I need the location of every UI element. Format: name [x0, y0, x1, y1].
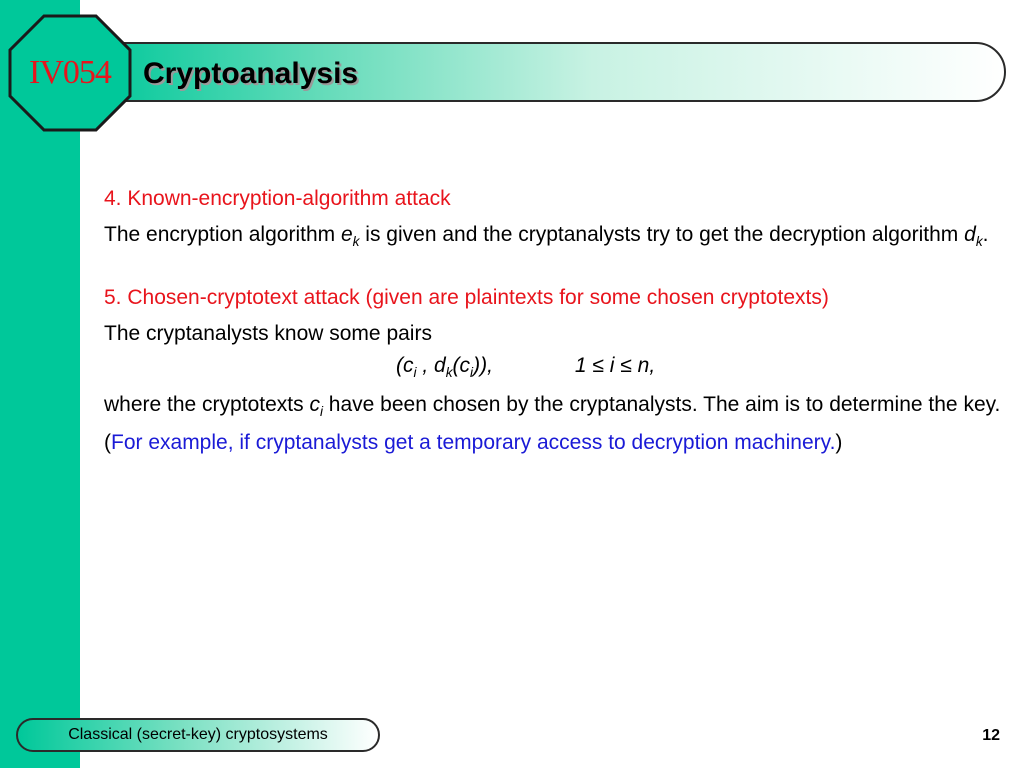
- formula-part-3: (c: [452, 354, 471, 378]
- formula-part-4: )),: [473, 354, 493, 378]
- var-c: c: [309, 393, 320, 417]
- section-4-heading: 4. Known-encryption-algorithm attack: [104, 187, 451, 210]
- example-note: For example, if cryptanalysts get a temporary access to decryption machinery.: [111, 430, 836, 454]
- page-number: 12: [982, 727, 1000, 744]
- slide-content: [104, 184, 1004, 458]
- pairs-formula: [104, 351, 1004, 388]
- var-e: e: [340, 223, 353, 246]
- formula-sub-1: i: [413, 365, 417, 381]
- section-5-close-paren: ): [835, 430, 843, 454]
- course-code: IV054: [29, 54, 111, 91]
- section-4-text-a: The encryption algorithm: [104, 223, 341, 246]
- var-d: d: [964, 223, 976, 246]
- section-5-text-b: have been chosen by the cryptanalysts. The aim is to determine the key. (: [104, 393, 1001, 454]
- section-4-text-end: .: [982, 223, 989, 246]
- formula-part-1: (c: [396, 354, 414, 378]
- formula-part-2: , d: [416, 354, 446, 378]
- section-5-heading: 5. Chosen-cryptotext attack (given are plaintexts for some chosen cryptotexts): [104, 286, 829, 310]
- var-d-sub: k: [975, 234, 983, 250]
- formula-sub-2: k: [445, 365, 453, 381]
- section-5-body: [104, 390, 1004, 457]
- var-e-sub: k: [352, 234, 360, 250]
- formula-range: 1 ≤ i ≤ n,: [574, 354, 656, 378]
- var-c-sub: i: [319, 404, 323, 420]
- section-5-text-a: where the cryptotexts: [104, 393, 310, 417]
- section-4-body: [104, 220, 1004, 257]
- formula-sub-3: i: [470, 365, 474, 381]
- slide-title: Cryptoanalysis: [143, 57, 359, 90]
- section-4-text-b: is given and the cryptanalysts try to get the decryption algorithm: [359, 223, 965, 246]
- section-5-line1: The cryptanalysts know some pairs: [104, 322, 432, 346]
- footer-label: Classical (secret-key) cryptosystems: [68, 726, 328, 743]
